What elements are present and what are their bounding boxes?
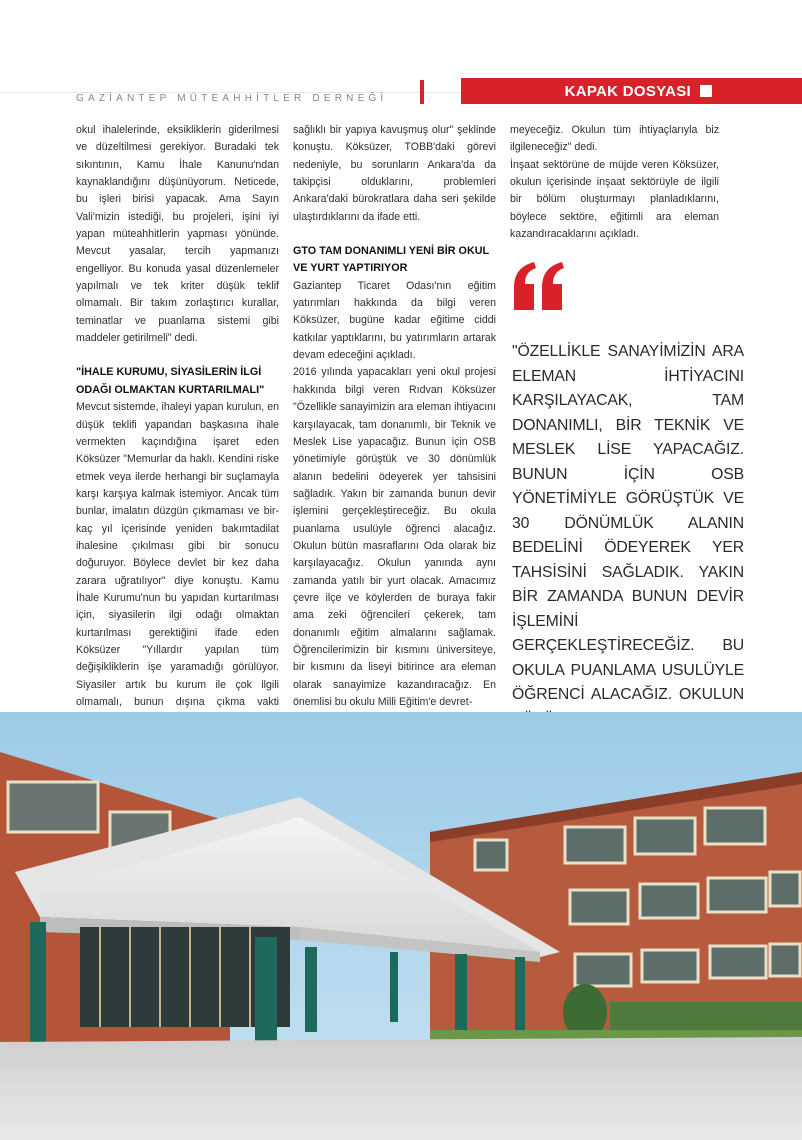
column-1 bbox=[76, 122, 279, 729]
col1-paragraph-1: okul ihalelerinde, eksikliklerin giderilmesi ve düzeltilmesi gerekiyor. Buradaki tek sıkıntının, Kamu İhale Kanunu'ndan kaynaklandığını düşünüyorum. Neticede, bu işleri birisi yapacak. Ama Sayın Vali'mizin istediği, bu projeleri, işini iyi yapan müteahhitlerin yapması yönünde. Mevcut yasalar, tercih yapmanızı engelliyor. Bu konuda yasal düzenlemeler yapılmalı ve tek kriter düşük teklif olmamalı. Bir takım zorlaştırıcı kurallar, teminatlar ve puanlama sistemi gibi maddeler getirilmeli" dedi. bbox=[76, 124, 279, 345]
column-2 bbox=[293, 122, 496, 711]
col3-paragraph-2: İnşaat sektörüne de müjde veren Köksüzer, okulun içerisinde inşaat sektörüyle de ilgili bir bölüm oluşturmayı planladıklarını, böylece sektöre, eğitimli ara eleman kazandıracaklarını açıkladı. bbox=[510, 158, 719, 241]
col2-subhead: GTO TAM DONANIMLI YENİ BİR OKUL VE YURT YAPTIRIYOR bbox=[293, 245, 489, 275]
header-accent-bar bbox=[420, 80, 424, 104]
magazine-tracker: GAZİANTEP MÜTEAHHİTLER DERNEĞİ bbox=[76, 93, 388, 104]
column-3 bbox=[510, 122, 719, 243]
col1-subhead: "İHALE KURUMU, SİYASİLERİN İLGİ ODAĞI OLMAKTAN KURTARILMALI" bbox=[76, 366, 265, 396]
col2-paragraph-3: 2016 yılında yapacakları yeni okul projesi hakkında bilgi veren Rıdvan Köksüzer "Özellikle sanayimizin ara eleman ihtiyacını karşılayacak, tam donanımlı, bir Teknik ve Meslek Lise yapacağız. Bunun için OSB yönetimiyle görüştük ve 30 dönümlük alanın bedelini ödeyerek yer tahsisini sağladık. Yakın bir zamanda bunun devir işlemini gerçekleştireceğiz. Bu okula puanlama usulüyle öğrenci alacağız. Okulun bütün masraflarını Oda olarak biz karşılayacağız. Okulun yanında aynı zamanda yatılı bir yurt olacak. Amacımız çevre ilçe ve köylerden de buraya fakir ama zeki öğrencileri çekerek, tam donanımlı eğitim almalarını sağlamak. Öğrencilerimizin bir kısmını üniversiteye, bir kısmını da liseyi bitirince ara eleman olarak sanayimize kazandıracağız. En önemlisi bu okulu Milli Eğitim'e devret- bbox=[293, 366, 496, 708]
school-building-photo bbox=[0, 712, 802, 1140]
col2-paragraph-2: Gaziantep Ticaret Odası'nın eğitim yatırımları hakkında da bilgi veren Köksüzer, bugüne kadar eğitime ciddi katkılar yaptıklarını, bu yatırımların artarak devam edeceğini açıkladı. bbox=[293, 279, 496, 362]
pull-quote: "ÖZELLİKLE SANAYİMİZİN ARA ELEMAN İHTİYACINI KARŞILAYACAK, TAM DONANIMLI, BİR TEKNİK VE MESLEK LİSE YAPACAĞIZ. BUNUN İÇİN OSB YÖNETİMİYLE GÖRÜŞTÜK VE 30 DÖNÜMLÜK ALANIN BEDELİNİ ÖDEYEREK YER TAHSİSİNİ SAĞLADIK. YAKIN BİR ZAMANDA BUNUN DEVİR İŞLEMİNİ GERÇEKLEŞTİRECEĞİZ. BU OKULA PUANLAMA USULÜYLE ÖĞRENCİ ALACAĞIZ. OKULUN bbox=[512, 343, 744, 703]
col1-paragraph-2: Mevcut sistemde, ihaleyi yapan kurulun, en düşük teklifi yapandan başkasına ihale vermekten kaçındığına işaret eden Köksüzer "Memurlar da haklı. Kendini riske etmek veya ilerde herhangi bir suçlamayla karşı karşıya kalmak istemiyor. Ancak tüm bunlar, imalatın düzgün çıkmaması ve bir-kaç yıl içerisinde yeniden bakımtadilat ihalesine çıkılması gibi bir sonucu doğuruyor. Böylece devlet bir kez daha zarara uğratılıyor" diye konuştu. Kamu İhale Kurumu'nun bu yapıdan kurtarılması için, siyasilerin ilgi odağı olmaktan kurtarılması gerektiğini ifade eden Köksüzer "Yıllardır yapılan tüm değişikliklerin işe yaramadığı görülüyor. Siyasiler artık bu kurum ile çok ilgili olmamalı, bunun dışına çıkma vakti bbox=[76, 401, 279, 708]
section-label: KAPAK DOSYASI bbox=[564, 82, 691, 100]
square-icon bbox=[700, 85, 712, 97]
col2-paragraph-1: sağlıklı bir yapıya kavuşmuş olur" şeklinde konuştu. Köksüzer, TOBB'daki görevi nedeniyle, bu sorunların Ankara'da da takipçisi olduklarını, problemleri Ankara'daki bürokratlara daha seri şekilde ulaştırdıklarını da ifade etti. bbox=[293, 124, 496, 223]
col3-paragraph-1: meyeceğiz. Okulun tüm ihtiyaçlarıyla biz ilgileneceğiz" dedi. bbox=[510, 124, 719, 154]
section-banner bbox=[461, 78, 802, 104]
quote-mark-icon bbox=[510, 258, 566, 314]
